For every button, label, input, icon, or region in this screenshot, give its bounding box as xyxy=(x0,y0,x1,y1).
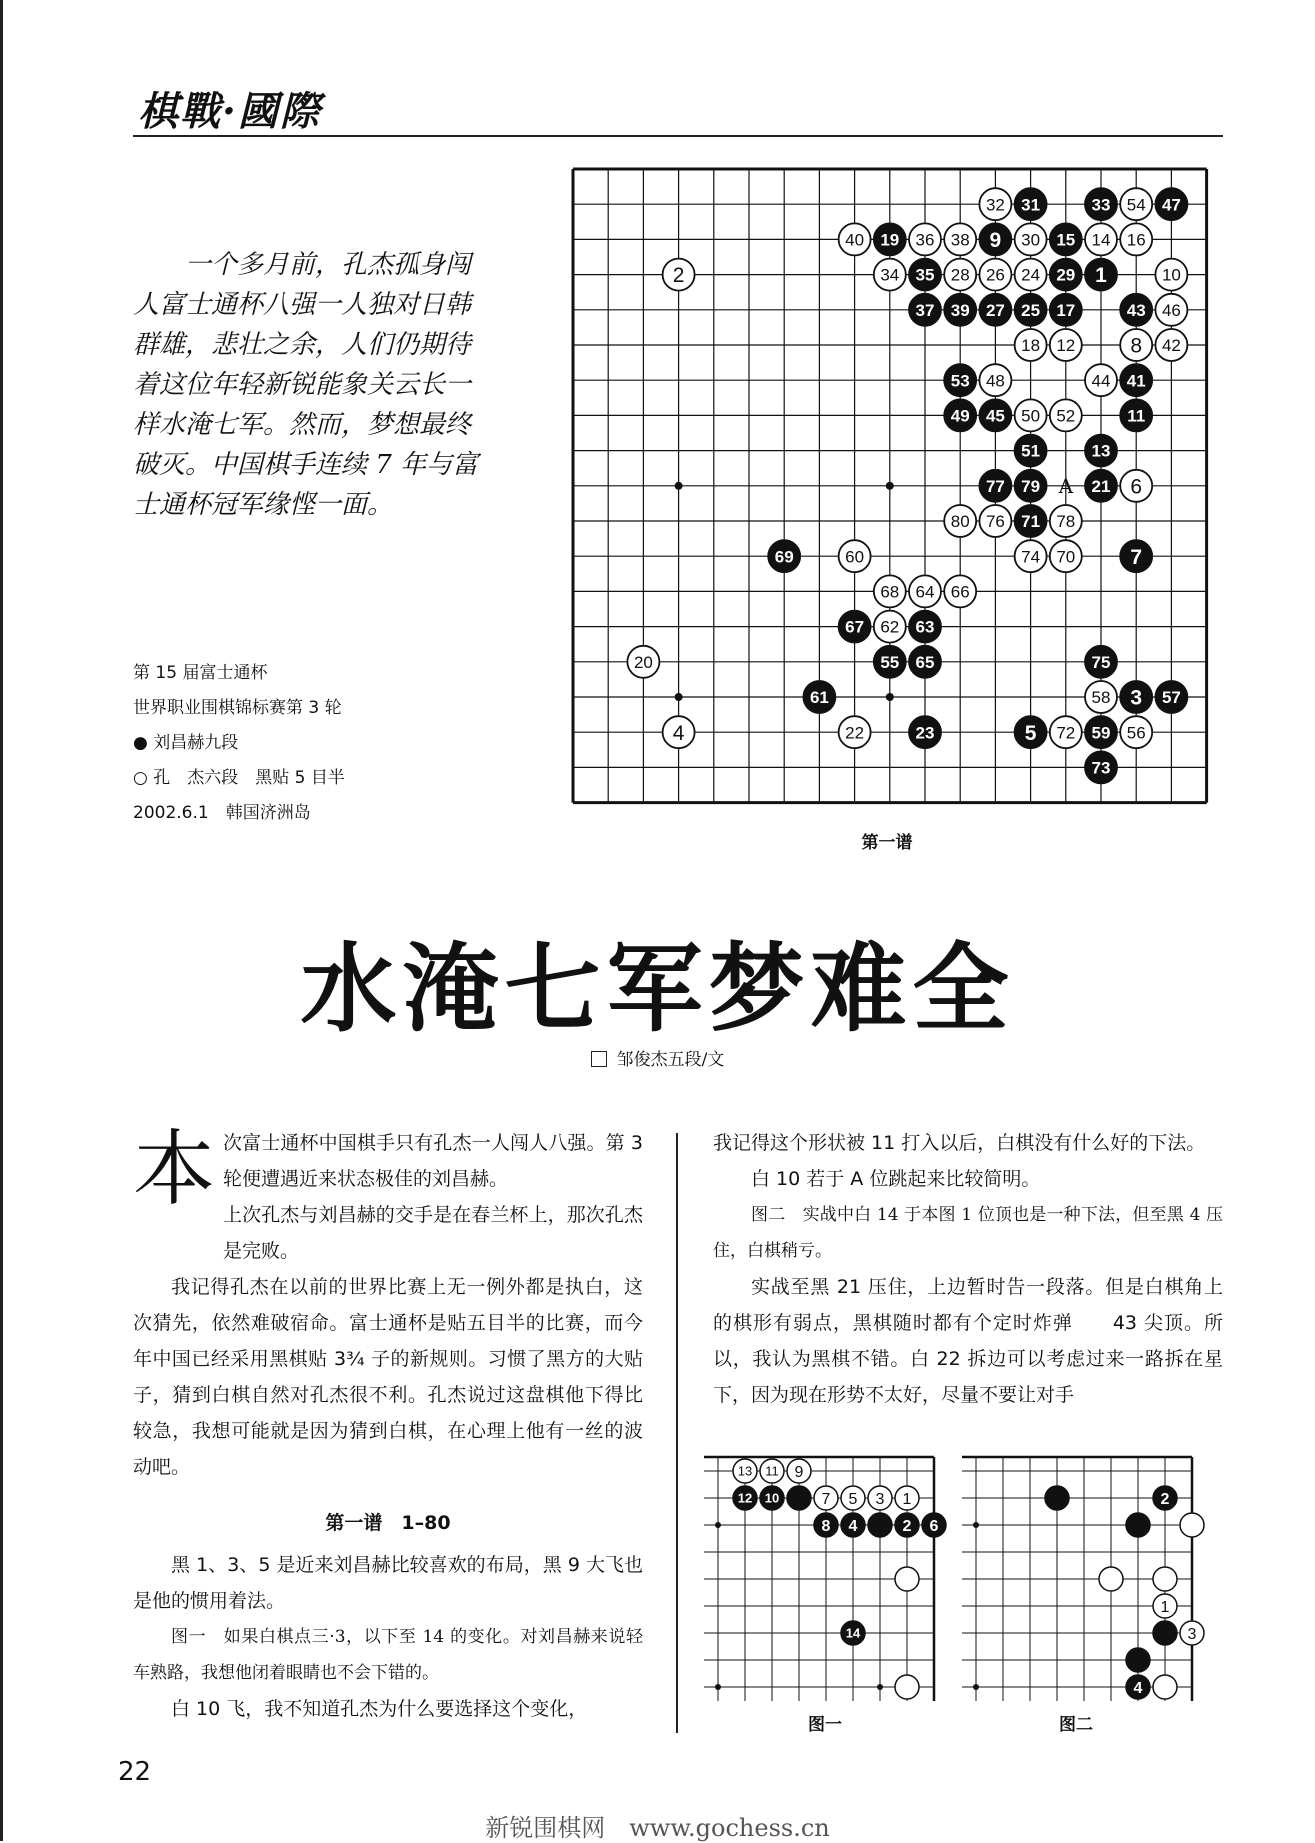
move-number: 10 xyxy=(764,1490,780,1506)
move-number: 14 xyxy=(845,1625,861,1641)
move-number: 13 xyxy=(737,1463,753,1479)
move-number: 39 xyxy=(950,300,970,320)
move-number: 13 xyxy=(1091,441,1111,461)
move-number: 5 xyxy=(848,1490,858,1508)
move-number: 4 xyxy=(1133,1679,1143,1697)
move-number: 41 xyxy=(1126,371,1146,391)
paragraph: 我记得这个形状被 11 打入以后，白棋没有什么好的下法。 xyxy=(713,1132,1206,1154)
move-number: 24 xyxy=(1021,265,1041,285)
move-number: 70 xyxy=(1056,547,1076,567)
star-point xyxy=(715,1684,721,1690)
move-number: 8 xyxy=(1130,334,1143,358)
move-number: 74 xyxy=(1021,547,1041,567)
star-point xyxy=(973,1522,979,1528)
move-number: 43 xyxy=(1126,300,1146,320)
game-info-white: ○ 孔 杰六段 黑贴 5 目半 xyxy=(133,768,345,788)
move-number: 46 xyxy=(1161,300,1181,320)
move-number: 9 xyxy=(794,1463,804,1481)
move-number: 37 xyxy=(915,300,935,320)
move-number: 10 xyxy=(1161,265,1181,285)
move-number: 1 xyxy=(1095,264,1107,288)
move-number: 69 xyxy=(774,547,794,567)
figure-2-caption: 图二 xyxy=(1059,1715,1093,1735)
move-number: 64 xyxy=(915,582,935,602)
star-point xyxy=(675,693,683,701)
move-number: 53 xyxy=(950,371,970,391)
move-number: 59 xyxy=(1091,723,1111,743)
black-stone xyxy=(868,1513,892,1537)
paragraph: 次富士通杯中国棋手只有孔杰一人闯人八强。第 3 轮便遭遇近来状态极佳的刘昌赫。 xyxy=(223,1132,643,1190)
move-number: 3 xyxy=(875,1490,885,1508)
right-column xyxy=(713,1125,1223,1413)
article-title: 水淹七军梦难全 xyxy=(300,933,1015,1045)
game-info-round: 世界职业围棋锦标赛第 3 轮 xyxy=(133,698,342,718)
author-box-icon xyxy=(591,1051,607,1067)
move-number: 6 xyxy=(929,1517,939,1535)
paragraph: 白 10 若于 A 位跳起来比较简明。 xyxy=(751,1168,1041,1190)
white-stone xyxy=(1099,1567,1123,1591)
move-number: 56 xyxy=(1126,723,1146,743)
paragraph: 我记得孔杰在以前的世界比赛上无一例外都是执白，这次猜先，依然难破宿命。富士通杯是贴五目半的比赛，而今年中国已经采用黑棋贴 3¾ 子的新规则。习惯了黑方的大贴子，猜到白棋自然对孔杰很不利。孔杰说过这盘棋他下得比较急，我想可能就是因为猜到白棋，在心理上他有一丝的波动吧。 xyxy=(133,1276,643,1478)
star-point xyxy=(973,1684,979,1690)
main-diagram-caption: 第一谱 xyxy=(861,833,913,853)
move-number: 7 xyxy=(1130,545,1143,569)
game-info-event: 第 15 届富士通杯 xyxy=(133,663,268,683)
game-info xyxy=(133,656,493,831)
black-stone xyxy=(1045,1486,1069,1510)
move-number: 49 xyxy=(950,406,970,426)
game-info-date: 2002.6.1 韩国济洲岛 xyxy=(133,803,311,823)
author-name: 邹俊杰五段/文 xyxy=(616,1050,725,1070)
move-number: 4 xyxy=(848,1517,858,1535)
move-number: 52 xyxy=(1056,406,1076,426)
move-number: 31 xyxy=(1021,195,1041,215)
move-number: 23 xyxy=(915,723,935,743)
move-number: 20 xyxy=(633,652,653,672)
move-number: 35 xyxy=(915,265,935,285)
move-number: 33 xyxy=(1091,195,1111,215)
move-number: 40 xyxy=(845,230,865,250)
move-number: 55 xyxy=(880,652,900,672)
move-number: 16 xyxy=(1126,230,1146,250)
move-number: 27 xyxy=(985,300,1005,320)
move-number: 25 xyxy=(1021,300,1041,320)
move-number: 18 xyxy=(1021,336,1041,356)
move-number: 9 xyxy=(989,228,1002,252)
move-number: 57 xyxy=(1161,688,1181,708)
white-stone xyxy=(1153,1567,1177,1591)
move-number: 2 xyxy=(902,1517,912,1535)
figure-1-caption: 图一 xyxy=(808,1715,842,1735)
white-stone xyxy=(895,1567,919,1591)
paragraph: 白 10 飞，我不知道孔杰为什么要选择这个变化， xyxy=(171,1698,588,1720)
move-number: 58 xyxy=(1091,688,1111,708)
star-point xyxy=(886,693,894,701)
black-stone xyxy=(1126,1648,1150,1672)
paragraph: 实战至黑 21 压住，上边暂时告一段落。但是白棋角上的棋形有弱点，黑棋随时都有个定时炸弹 43 尖顶。所以，我认为黑棋不错。白 22 拆边可以考虑过来一路拆在星下，因为现在形势不太好，尽量不要让对手 xyxy=(713,1276,1223,1406)
move-number: 79 xyxy=(1021,476,1041,496)
move-number: 15 xyxy=(1056,230,1076,250)
move-number: 60 xyxy=(845,547,865,567)
column-divider xyxy=(676,1133,678,1733)
star-point xyxy=(715,1522,721,1528)
move-number: 54 xyxy=(1126,195,1146,215)
move-number: 4 xyxy=(672,721,685,745)
move-number: 47 xyxy=(1161,195,1181,215)
move-number: 78 xyxy=(1056,512,1076,532)
paragraph: 黑 1、3、5 是近来刘昌赫比较喜欢的布局，黑 9 大飞也是他的惯用着法。 xyxy=(133,1554,643,1612)
star-point xyxy=(877,1684,883,1690)
move-number: 8 xyxy=(821,1517,831,1535)
star-point xyxy=(886,482,894,490)
move-number: 36 xyxy=(915,230,935,250)
main-go-board xyxy=(571,167,1211,807)
move-number: 77 xyxy=(985,476,1005,496)
move-number: 75 xyxy=(1091,652,1111,672)
move-number: 1 xyxy=(902,1490,912,1508)
white-stone xyxy=(1153,1675,1177,1699)
page-number: 22 xyxy=(118,1757,152,1787)
move-number: 28 xyxy=(950,265,970,285)
move-number: 50 xyxy=(1021,406,1041,426)
move-number: 63 xyxy=(915,617,935,637)
header-rule xyxy=(133,135,1223,137)
star-point xyxy=(675,482,683,490)
footer-watermark: 新锐围棋网 www.gochess.cn xyxy=(485,1814,830,1842)
move-number: 7 xyxy=(821,1490,831,1508)
white-stone xyxy=(895,1675,919,1699)
board-label: A xyxy=(1058,473,1074,498)
move-number: 14 xyxy=(1091,230,1111,250)
black-stone xyxy=(1126,1513,1150,1537)
move-number: 1 xyxy=(1160,1598,1170,1616)
move-number: 62 xyxy=(880,617,900,637)
move-number: 19 xyxy=(880,230,900,250)
left-column xyxy=(133,1122,643,1727)
move-number: 38 xyxy=(950,230,970,250)
move-number: 11 xyxy=(765,1463,779,1479)
move-number: 29 xyxy=(1056,265,1076,285)
move-number: 30 xyxy=(1021,230,1041,250)
move-number: 45 xyxy=(985,406,1005,426)
move-number: 65 xyxy=(915,652,935,672)
move-number: 61 xyxy=(809,688,829,708)
move-number: 6 xyxy=(1130,475,1143,499)
figure-2-board xyxy=(960,1455,1210,1705)
drop-cap: 本 xyxy=(133,1122,216,1217)
white-stone xyxy=(1180,1513,1204,1537)
move-number: 12 xyxy=(737,1490,753,1506)
move-number: 2 xyxy=(672,264,685,288)
move-number: 68 xyxy=(880,582,900,602)
move-number: 44 xyxy=(1091,371,1111,391)
author-line xyxy=(0,1045,1315,1070)
move-number: 71 xyxy=(1021,512,1041,532)
intro-text: 一个多月前，孔杰孤身闯人富士通杯八强一人独对日韩群雄，悲壮之余，人们仍期待着这位年轻新锐能象关云长一样水淹七军。然而，梦想最终破灭。中国棋手连续 7 年与富士通杯冠军缘悭一面。 xyxy=(133,250,479,520)
move-number: 26 xyxy=(985,265,1005,285)
move-number: 42 xyxy=(1161,336,1181,356)
move-number: 72 xyxy=(1056,723,1076,743)
move-number: 3 xyxy=(1130,686,1143,710)
move-number: 11 xyxy=(1127,406,1146,426)
move-number: 48 xyxy=(985,371,1005,391)
move-number: 17 xyxy=(1056,300,1076,320)
move-number: 3 xyxy=(1187,1625,1197,1643)
paragraph: 图二 实战中白 14 于本图 1 位顶也是一种下法，但至黑 4 压住，白棋稍亏。 xyxy=(713,1205,1223,1261)
move-number: 51 xyxy=(1021,441,1041,461)
paragraph: 图一 如果白棋点三·3，以下至 14 的变化。对刘昌赫来说轻车熟路，我想他闭着眼睛也不会下错的。 xyxy=(133,1627,643,1683)
move-number: 22 xyxy=(845,723,865,743)
section-heading: 第一谱 1–80 xyxy=(325,1512,451,1534)
move-number: 21 xyxy=(1091,476,1111,496)
move-number: 12 xyxy=(1056,336,1076,356)
move-number: 80 xyxy=(950,512,970,532)
figure-1-board xyxy=(702,1455,952,1705)
paragraph: 上次孔杰与刘昌赫的交手是在春兰杯上，那次孔杰是完败。 xyxy=(223,1204,643,1262)
black-stone xyxy=(787,1486,811,1510)
header-title: 棋戰·國際 xyxy=(138,88,322,135)
move-number: 34 xyxy=(880,265,900,285)
game-info-black: ● 刘昌赫九段 xyxy=(133,733,239,753)
move-number: 67 xyxy=(845,617,865,637)
move-number: 66 xyxy=(950,582,970,602)
black-stone xyxy=(1153,1621,1177,1645)
move-number: 32 xyxy=(985,195,1005,215)
move-number: 76 xyxy=(985,512,1005,532)
move-number: 73 xyxy=(1091,758,1111,778)
move-number: 2 xyxy=(1160,1490,1170,1508)
move-number: 5 xyxy=(1024,721,1037,745)
